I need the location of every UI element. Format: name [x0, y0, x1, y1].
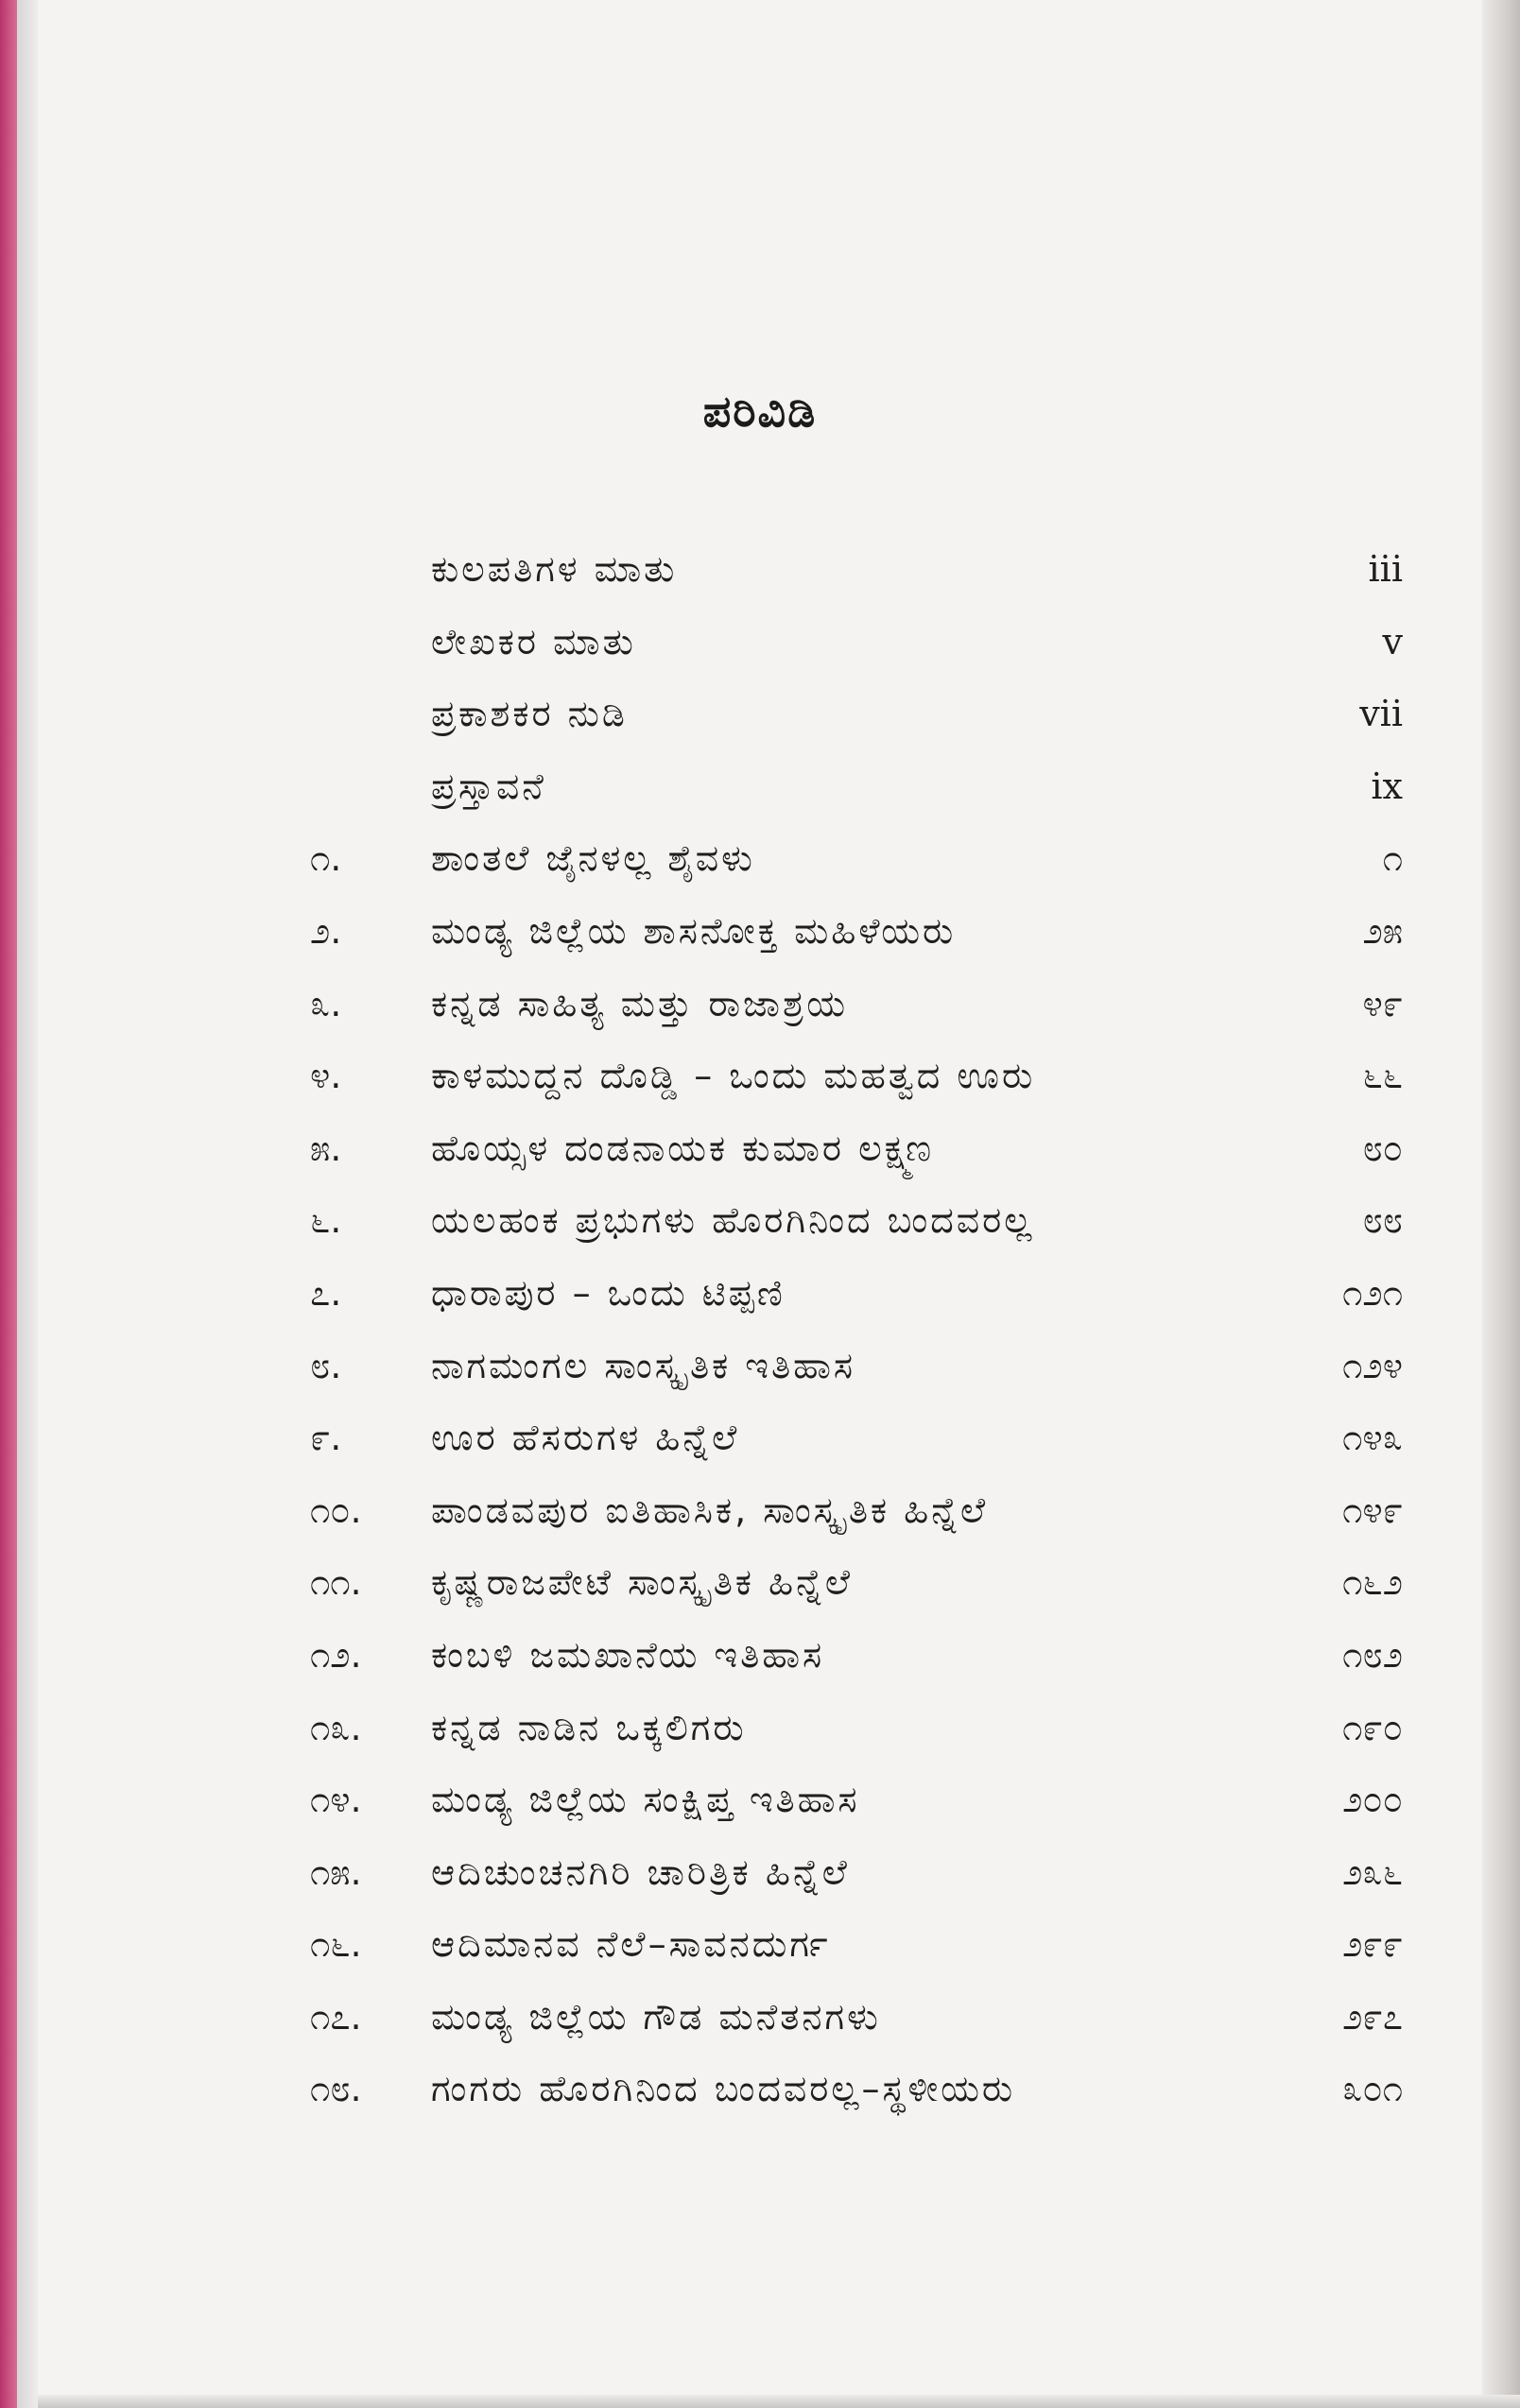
toc-entry-title: ನಾಗಮಂಗಲ ಸಾಂಸ್ಕೃತಿಕ ಇತಿಹಾಸ — [431, 1344, 856, 1386]
toc-entry-title: ಕಂಬಳಿ ಜಮಖಾನೆಯ ಇತಿಹಾಸ — [431, 1633, 825, 1676]
page-bottom-edge — [38, 2395, 1520, 2408]
toc-entry — [0, 837, 1520, 910]
toc-entry-number: ೧೬. — [310, 1923, 362, 1966]
toc-entry-title: ಪಾಂಡವಪುರ ಐತಿಹಾಸಿಕ, ಸಾಂಸ್ಕೃತಿಕ ಹಿನ್ನೆಲೆ — [431, 1488, 989, 1531]
toc-entry-title: ಕುಲಪತಿಗಳ ಮಾತು — [431, 548, 678, 590]
toc-entry — [0, 1272, 1520, 1345]
toc-entry-page: ೮೮ — [1362, 1199, 1403, 1242]
toc-entry — [0, 1055, 1520, 1127]
toc-entry-title: ಊರ ಹೆಸರುಗಳ ಹಿನ್ನೆಲೆ — [431, 1417, 740, 1459]
toc-entry — [0, 1417, 1520, 1489]
toc-entry-title: ಕೃಷ್ಣರಾಜಪೇಟೆ ಸಾಂಸ್ಕೃತಿಕ ಹಿನ್ನೆಲೆ — [431, 1561, 854, 1604]
toc-entry — [0, 983, 1520, 1056]
toc-entry — [0, 1923, 1520, 1996]
toc-entry-number: ೧೪. — [310, 1779, 362, 1821]
toc-entry — [0, 548, 1520, 621]
toc-entry-number: ೭. — [310, 1271, 342, 1314]
toc-entry-page: ೬೬ — [1362, 1055, 1403, 1097]
toc-entry-page: vii — [1359, 693, 1403, 735]
toc-entry — [0, 910, 1520, 983]
toc-entry-page: ೨೦೦ — [1342, 1779, 1403, 1821]
toc-entry-page: ೧೯೦ — [1342, 1706, 1403, 1748]
toc-entry — [0, 1779, 1520, 1851]
toc-entry-title: ಹೊಯ್ಸಳ ದಂಡನಾಯಕ ಕುಮಾರ ಲಕ್ಷ್ಮಣ — [431, 1127, 935, 1169]
toc-entry-number: ೧೮. — [310, 2068, 362, 2110]
toc-entry — [0, 2068, 1520, 2141]
toc-entry-page: ೮೦ — [1362, 1127, 1403, 1169]
toc-entry-page: ೧ — [1382, 837, 1403, 880]
toc-entry-page: ix — [1371, 765, 1403, 807]
toc-entry-title: ಕಾಳಮುದ್ದನ ದೊಡ್ಡಿ – ಒಂದು ಮಹತ್ವದ ಊರು — [431, 1055, 1036, 1097]
toc-entry-title: ಧಾರಾಪುರ – ಒಂದು ಟಿಪ್ಪಣಿ — [431, 1271, 786, 1314]
toc-entry-number: ೧೫. — [310, 1850, 362, 1893]
toc-entry-number: ೯. — [310, 1417, 342, 1459]
toc-entry-page: ೩೦೧ — [1342, 2068, 1403, 2110]
toc-entry-title: ಆದಿಮಾನವ ನೆಲೆ–ಸಾವನದುರ್ಗ — [431, 1923, 831, 1966]
toc-entry-page: iii — [1368, 548, 1403, 590]
toc-entry-number: ೫. — [310, 1127, 342, 1169]
toc-entry-title: ಮಂಡ್ಯ ಜಿಲ್ಲೆಯ ಶಾಸನೋಕ್ತ ಮಹಿಳೆಯರು — [431, 909, 957, 952]
toc-entry-number: ೧೩. — [310, 1706, 362, 1748]
toc-entry-page: ೧೨೧ — [1342, 1271, 1403, 1314]
toc-entry — [0, 693, 1520, 765]
toc-entry-page: ೨೯೯ — [1342, 1923, 1403, 1966]
toc-entry-number: ೪. — [310, 1055, 342, 1097]
toc-entry-page: ೨೯೭ — [1342, 1995, 1403, 2038]
toc-entry — [0, 1489, 1520, 1562]
toc-entry — [0, 1127, 1520, 1200]
toc-entry-number: ೧೭. — [310, 1995, 362, 2038]
toc-entry-number: ೧. — [310, 837, 342, 880]
toc-entry — [0, 621, 1520, 694]
toc-entry-page: ೧೨೪ — [1342, 1344, 1403, 1386]
toc-entry-number: ೩. — [310, 982, 342, 1024]
toc-entry — [0, 1561, 1520, 1634]
toc-entry-number: ೧೦. — [310, 1488, 362, 1531]
toc-entry-page: ೧೮೨ — [1342, 1633, 1403, 1676]
toc-entry-title: ಪ್ರಸ್ತಾವನೆ — [431, 765, 546, 807]
toc-entry-title: ಆದಿಚುಂಚನಗಿರಿ ಚಾರಿತ್ರಿಕ ಹಿನ್ನೆಲೆ — [431, 1850, 850, 1893]
toc-entry-page: ೧೬೨ — [1342, 1561, 1403, 1604]
toc-entry — [0, 1707, 1520, 1780]
toc-entry — [0, 1345, 1520, 1418]
toc-entry-page: ೨೫ — [1362, 909, 1403, 952]
toc-entry-page: v — [1382, 620, 1403, 662]
toc-entry-title: ಕನ್ನಡ ಸಾಹಿತ್ಯ ಮತ್ತು ರಾಜಾಶ್ರಯ — [431, 982, 849, 1024]
toc-entry-title: ಕನ್ನಡ ನಾಡಿನ ಒಕ್ಕಲಿಗರು — [431, 1706, 747, 1748]
toc-entry-page: ೨೩೬ — [1342, 1850, 1403, 1893]
toc-entry-number: ೧೨. — [310, 1633, 362, 1676]
toc-entry-number: ೮. — [310, 1344, 342, 1386]
toc-entry-title: ಯಲಹಂಕ ಪ್ರಭುಗಳು ಹೊರಗಿನಿಂದ ಬಂದವರಲ್ಲ — [431, 1199, 1035, 1242]
toc-entry-title: ಮಂಡ್ಯ ಜಿಲ್ಲೆಯ ಗೌಡ ಮನೆತನಗಳು — [431, 1995, 881, 2038]
toc-entry-number: ೧೧. — [310, 1561, 362, 1604]
toc-entry — [0, 1996, 1520, 2069]
toc-entry-number: ೬. — [310, 1199, 342, 1242]
toc-entry — [0, 1851, 1520, 1924]
toc-entry-page: ೧೪೩ — [1342, 1417, 1403, 1459]
toc-entry-title: ಪ್ರಕಾಶಕರ ನುಡಿ — [431, 693, 628, 735]
toc-entry — [0, 1634, 1520, 1707]
toc-entry-title: ಶಾಂತಲೆ ಜೈನಳಲ್ಲ ಶೈವಳು — [431, 837, 755, 880]
toc-entry-title: ಗಂಗರು ಹೊರಗಿನಿಂದ ಬಂದವರಲ್ಲ–ಸ್ಥಳೀಯರು — [431, 2068, 1016, 2110]
toc-entry-page: ೧೪೯ — [1342, 1488, 1403, 1531]
table-of-contents — [0, 548, 1520, 2141]
toc-entry-title: ಮಂಡ್ಯ ಜಿಲ್ಲೆಯ ಸಂಕ್ಷಿಪ್ತ ಇತಿಹಾಸ — [431, 1779, 860, 1821]
toc-entry-title: ಲೇಖಕರ ಮಾತು — [431, 620, 636, 662]
toc-entry — [0, 1199, 1520, 1272]
page-title: ಪರಿವಿಡಿ — [702, 386, 818, 437]
toc-entry-number: ೨. — [310, 909, 342, 952]
toc-entry — [0, 765, 1520, 838]
toc-entry-page: ೪೯ — [1362, 982, 1403, 1024]
